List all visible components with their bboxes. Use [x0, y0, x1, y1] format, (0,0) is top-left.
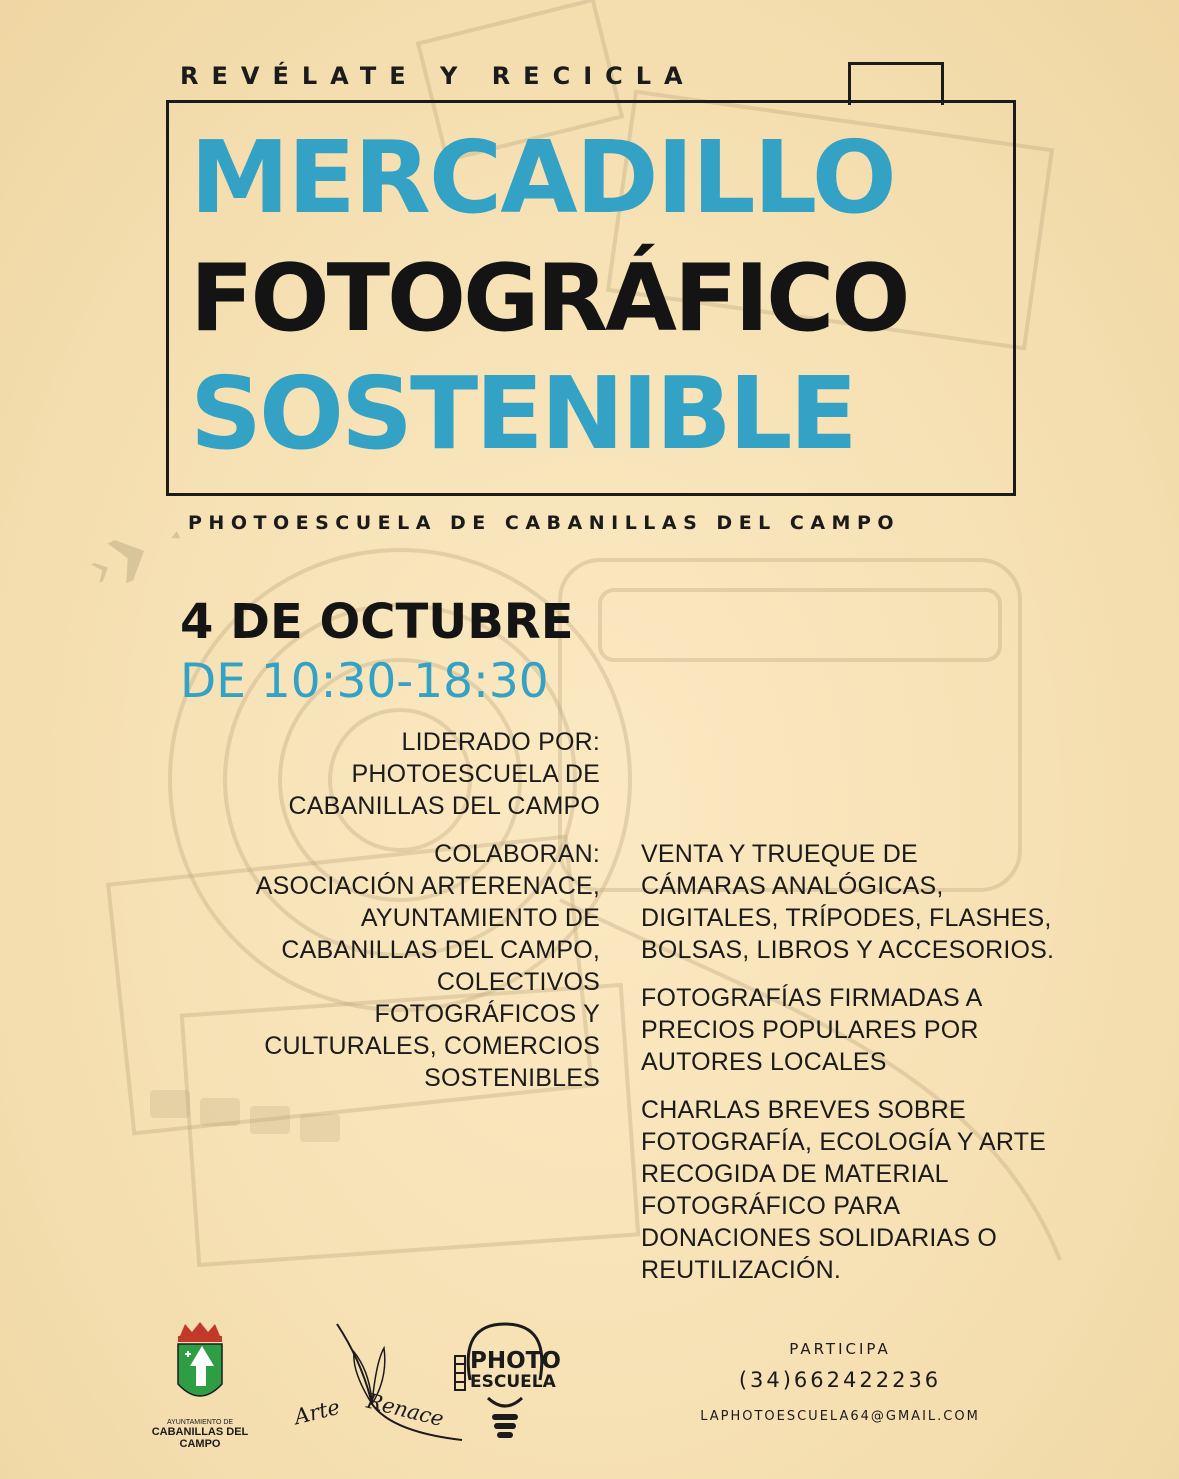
- participa-label: PARTICIPA: [789, 1340, 891, 1358]
- photoescuela-logo: [450, 1322, 560, 1444]
- event-time: DE 10:30-18:30: [180, 654, 549, 709]
- organizer-line: PHOTOESCUELA DE CABANILLAS DEL CAMPO: [188, 512, 901, 534]
- arte-renace-logo: [292, 1322, 467, 1447]
- renace-label: Renace: [364, 1388, 447, 1432]
- led-by-text: LIDERADO POR: PHOTOESCUELA DE CABANILLAS DEL CAMPO: [288, 728, 600, 820]
- ayuntamiento-small-label: AYUNTAMIENTO DE: [166, 1419, 234, 1426]
- event-date: 4 DE OCTUBRE: [180, 594, 574, 650]
- sales-text: VENTA Y TRUEQUE DE CÁMARAS ANALÓGICAS, DIGITALES, TRÍPODES, FLASHES, BOLSAS, LIBROS Y ACCESORIOS.: [641, 840, 1055, 964]
- tagline: REVÉLATE Y RECICLA: [180, 62, 696, 90]
- arte-label: Arte: [291, 1394, 343, 1430]
- phone-number[interactable]: (34)662422236: [738, 1368, 942, 1392]
- title-fotografico: FOTOGRÁFICO: [190, 244, 908, 352]
- photos-text: FOTOGRAFÍAS FIRMADAS A PRECIOS POPULARES POR AUTORES LOCALES: [641, 984, 983, 1076]
- camera-viewfinder-shape: [848, 62, 944, 105]
- crown-icon: [178, 1322, 222, 1342]
- ayuntamiento-name: CABANILLAS DEL CAMPO: [151, 1426, 249, 1450]
- collaborators-text: COLABORAN: ASOCIACIÓN ARTERENACE, AYUNTAMIENTO DE CABANILLAS DEL CAMPO, COLECTIVOS FOTOGRÁFICOS Y CULTURALES, COMERCIOS SOSTENIBLES: [255, 840, 600, 1092]
- airplane-icon: [86, 515, 188, 594]
- title-sostenible: SOSTENIBLE: [190, 355, 855, 472]
- film-strip-icon: [455, 1356, 465, 1390]
- photo-label: PHOTO: [470, 1348, 561, 1374]
- title-mercadillo: MERCADILLO: [190, 119, 895, 236]
- email-address[interactable]: LAPHOTOESCUELA64@GMAIL.COM: [700, 1409, 980, 1424]
- escuela-label: ESCUELA: [470, 1372, 556, 1392]
- talks-text: CHARLAS BREVES SOBRE FOTOGRAFÍA, ECOLOGÍA Y ARTE RECOGIDA DE MATERIAL FOTOGRÁFICO PARA DONACIONES SOLIDARIAS O REUTILIZACIÓN.: [641, 1096, 1047, 1284]
- ayuntamiento-logo: [130, 1322, 270, 1450]
- shield-icon: [178, 1344, 222, 1396]
